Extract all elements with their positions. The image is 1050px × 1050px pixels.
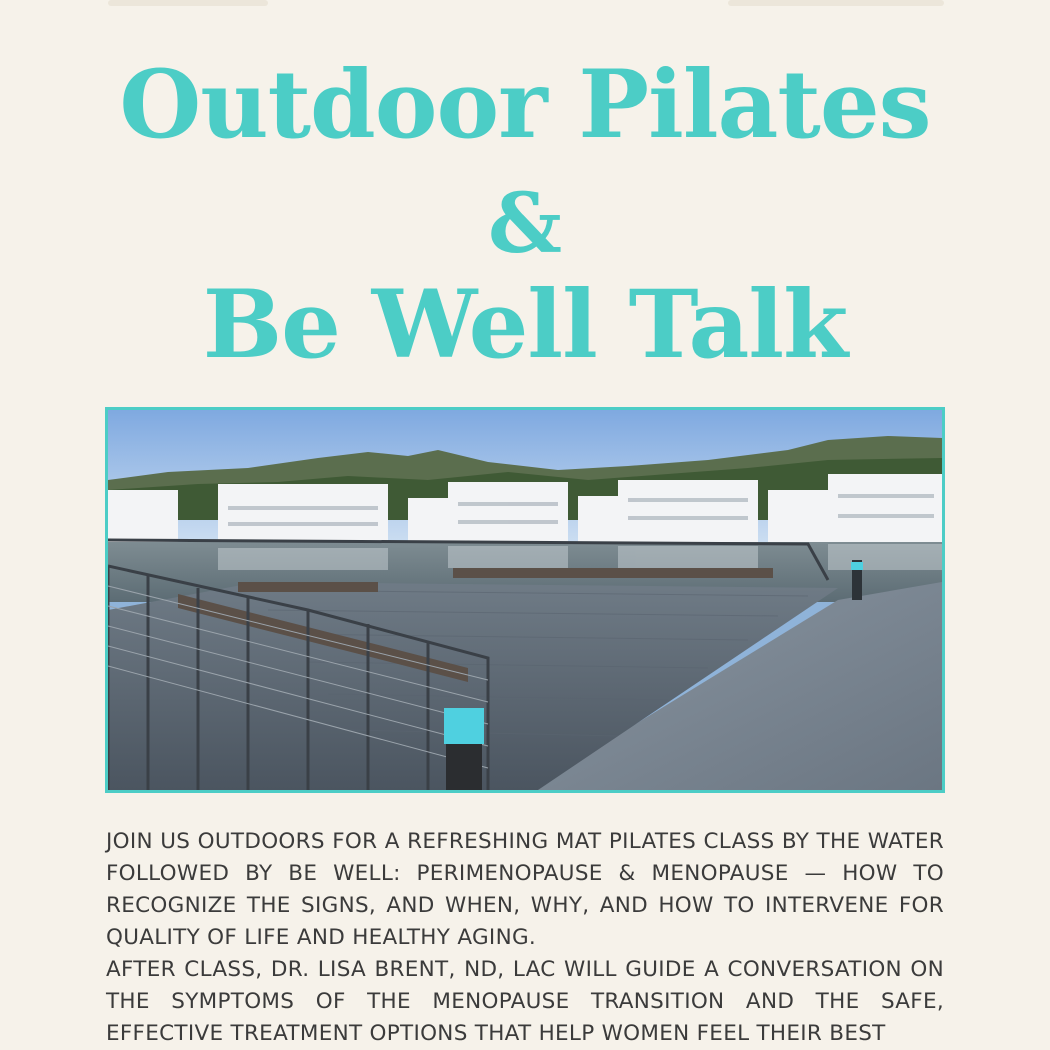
header-fragment-right [728, 0, 944, 6]
title-line-1: Outdoor Pilates [119, 50, 931, 160]
header-fragment-left [108, 0, 268, 6]
title-line-3: Be Well Talk [202, 270, 848, 380]
description-paragraph-1: JOIN US OUTDOORS FOR A REFRESHING MAT PILATES CLASS BY THE WATER FOLLOWED BY BE WELL: PERIMENOPAUSE & MENOPAUSE — HOW TO RECOGNIZE THE SIGNS, AND WHEN, WHY, AND HOW TO INTERVENE FOR QUALITY OF LIFE AND HEALTHY AGING. [106, 829, 944, 950]
event-description [106, 826, 944, 1050]
bollard-light [851, 562, 863, 570]
top-cropped-header [0, 0, 1050, 10]
event-photo [105, 407, 945, 793]
deck-photo-illustration [108, 410, 942, 790]
description-paragraph-2: AFTER CLASS, DR. LISA BRENT, ND, LAC WILL GUIDE A CONVERSATION ON THE SYMPTOMS OF THE MENOPAUSE TRANSITION AND THE SAFE, EFFECTIVE TREATMENT OPTIONS THAT HELP WOMEN FEEL THEIR BEST [106, 957, 944, 1046]
title-ampersand: & [487, 176, 563, 272]
post-light [444, 708, 484, 744]
